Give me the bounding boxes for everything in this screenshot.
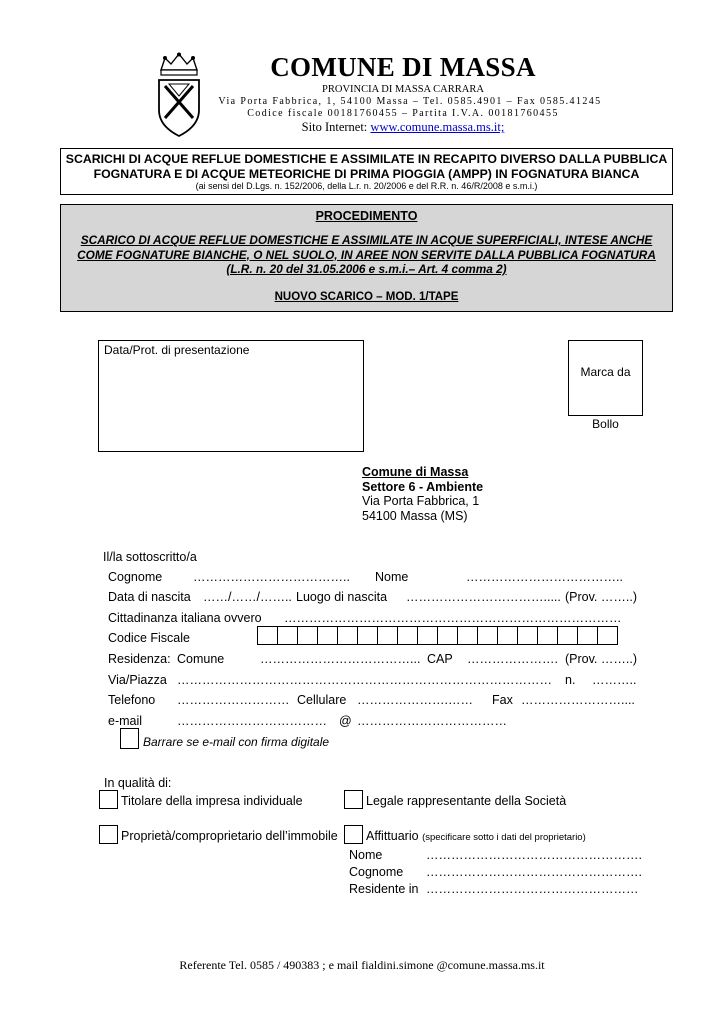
- residence-province-field[interactable]: (Prov. ……..): [565, 652, 637, 666]
- birth-place-label: Luogo di nascita: [296, 590, 388, 604]
- role-tenant-text: Affittuario: [366, 829, 419, 843]
- fiscal-code-input[interactable]: [257, 626, 617, 646]
- revenue-stamp-box: [568, 340, 643, 431]
- website-link[interactable]: www.comune.massa.ms.it;: [370, 120, 505, 134]
- cap-field[interactable]: ………………….: [467, 652, 558, 666]
- residence-label: Residenza:: [108, 652, 171, 666]
- role-owner-label: Titolare della impresa individuale: [121, 794, 303, 808]
- role-property-owner-label: Proprietà/comproprietario dell’immobile: [121, 829, 338, 843]
- email-label: e-mail: [108, 714, 143, 728]
- comune-label: Comune: [177, 652, 225, 666]
- recipient-department: Settore 6 - Ambiente: [362, 479, 484, 494]
- mobile-label: Cellulare: [297, 693, 347, 707]
- procedure-heading: PROCEDIMENTO: [315, 209, 418, 223]
- cognome-field[interactable]: ………………………………..: [193, 570, 350, 584]
- phone-field[interactable]: ………………………: [177, 693, 290, 707]
- digital-signature-checkbox[interactable]: [120, 728, 139, 749]
- street-field[interactable]: ………………………………………………………………………………: [177, 673, 552, 687]
- submission-date-label: Data/Prot. di presentazione: [104, 343, 250, 357]
- role-legal-rep-checkbox[interactable]: [344, 790, 363, 809]
- owner-residence-label: Residente in: [349, 882, 419, 896]
- province-line: PROVINCIA DI MASSA CARRARA: [322, 84, 484, 95]
- role-legal-rep-label: Legale rappresentante della Società: [366, 794, 567, 808]
- house-number-field[interactable]: ………..: [592, 673, 637, 687]
- role-owner-checkbox[interactable]: [99, 790, 118, 809]
- stamp-label-1: Marca da: [580, 365, 631, 379]
- phone-label: Telefono: [108, 693, 156, 707]
- role-tenant-label: [366, 829, 586, 843]
- owner-name-label: Nome: [349, 848, 383, 862]
- address-line: Via Porta Fabbrica, 1, 54100 Massa – Tel. 0585.4901 – Fax 0585.41245: [218, 96, 602, 107]
- cap-label: CAP: [427, 652, 453, 666]
- model-label: NUOVO SCARICO – MOD. 1/TAPE: [274, 290, 459, 303]
- procedure-line-3: (L.R. n. 20 del 31.05.2006 e s.m.i.– Art. 4 comma 2): [226, 262, 507, 276]
- procedure-box: [60, 204, 673, 312]
- birth-place-field[interactable]: …………………………….....: [406, 590, 561, 604]
- subject-box: [60, 148, 673, 195]
- owner-surname-field[interactable]: …………………………………………….: [426, 865, 642, 879]
- comune-field[interactable]: ………………………………...: [260, 652, 421, 666]
- subject-line-1: SCARICHI DI ACQUE REFLUE DOMESTICHE E ASSIMILATE IN RECAPITO DIVERSO DALLA PUBBLICA: [65, 152, 668, 166]
- nome-field[interactable]: ………………………………..: [466, 570, 623, 584]
- recipient-address: [362, 465, 483, 523]
- subject-line-2: FOGNATURA E DI ACQUE METEORICHE DI PRIMA PIOGGIA (AMPP) IN FOGNATURA BIANCA: [93, 166, 640, 181]
- stamp-label-2: Bollo: [592, 417, 619, 431]
- owner-residence-field[interactable]: ……………………………………………: [426, 882, 639, 896]
- role-tenant-checkbox[interactable]: [344, 825, 363, 844]
- recipient-name: Comune di Massa: [362, 465, 469, 479]
- citizenship-field[interactable]: ………………………………………………………………………: [284, 611, 622, 625]
- fiscal-code-line: Codice fiscale 00181760455 – Partita I.V.A. 00181760455: [247, 108, 559, 119]
- email-user-field[interactable]: ………………………………: [177, 714, 327, 728]
- fiscal-code-label: Codice Fiscale: [108, 631, 190, 645]
- website-label: Sito Internet:: [301, 120, 371, 134]
- role-property-owner-checkbox[interactable]: [99, 825, 118, 844]
- crest-logo: [155, 52, 203, 138]
- cognome-label: Cognome: [108, 570, 163, 584]
- house-number-label: n.: [565, 673, 576, 687]
- birth-date-field[interactable]: ……/……/……..: [203, 590, 292, 604]
- website-line: [200, 120, 606, 135]
- fax-field[interactable]: ……………………....: [521, 693, 635, 707]
- birth-date-label: Data di nascita: [108, 590, 191, 604]
- subject-reference: (ai sensi del D.Lgs. n. 152/2006, della L.r. n. 20/2006 e del R.R. n. 46/R/2008 e s.m.i.): [195, 181, 538, 191]
- role-label: In qualità di:: [104, 776, 172, 790]
- birth-province-field[interactable]: (Prov. ……..): [565, 590, 637, 604]
- form-intro: Il/la sottoscritto/a: [103, 550, 197, 564]
- digital-signature-label: Barrare se e-mail con firma digitale: [143, 735, 330, 749]
- recipient-street: Via Porta Fabbrica, 1: [362, 494, 480, 508]
- owner-surname-label: Cognome: [349, 865, 404, 879]
- nome-label: Nome: [375, 570, 409, 584]
- fax-label: Fax: [492, 693, 513, 707]
- email-at-sign: @: [339, 714, 352, 728]
- mobile-field[interactable]: ………………….……: [357, 693, 473, 707]
- street-label: Via/Piazza: [108, 673, 167, 687]
- page-title: COMUNE DI MASSA: [270, 52, 536, 82]
- role-tenant-note: (specificare sotto i dati del proprietario): [422, 832, 586, 843]
- procedure-line-1: SCARICO DI ACQUE REFLUE DOMESTICHE E ASSIMILATE IN ACQUE SUPERFICIALI, INTESE ANCHE: [80, 233, 653, 247]
- owner-name-field[interactable]: …………………………………………….: [426, 848, 642, 862]
- submission-date-box[interactable]: [98, 340, 364, 452]
- footer-contact: Referente Tel. 0585 / 490383 ; e mail fialdini.simone @comune.massa.ms.it: [179, 958, 545, 972]
- recipient-city: 54100 Massa (MS): [362, 508, 468, 523]
- procedure-line-2: COME FOGNATURE BIANCHE, O NEL SUOLO, IN AREE NON SERVITE DALLA PUBBLICA FOGNATURA: [77, 247, 656, 262]
- citizenship-label: Cittadinanza italiana ovvero: [108, 611, 262, 625]
- email-domain-field[interactable]: ………………………………: [357, 714, 507, 728]
